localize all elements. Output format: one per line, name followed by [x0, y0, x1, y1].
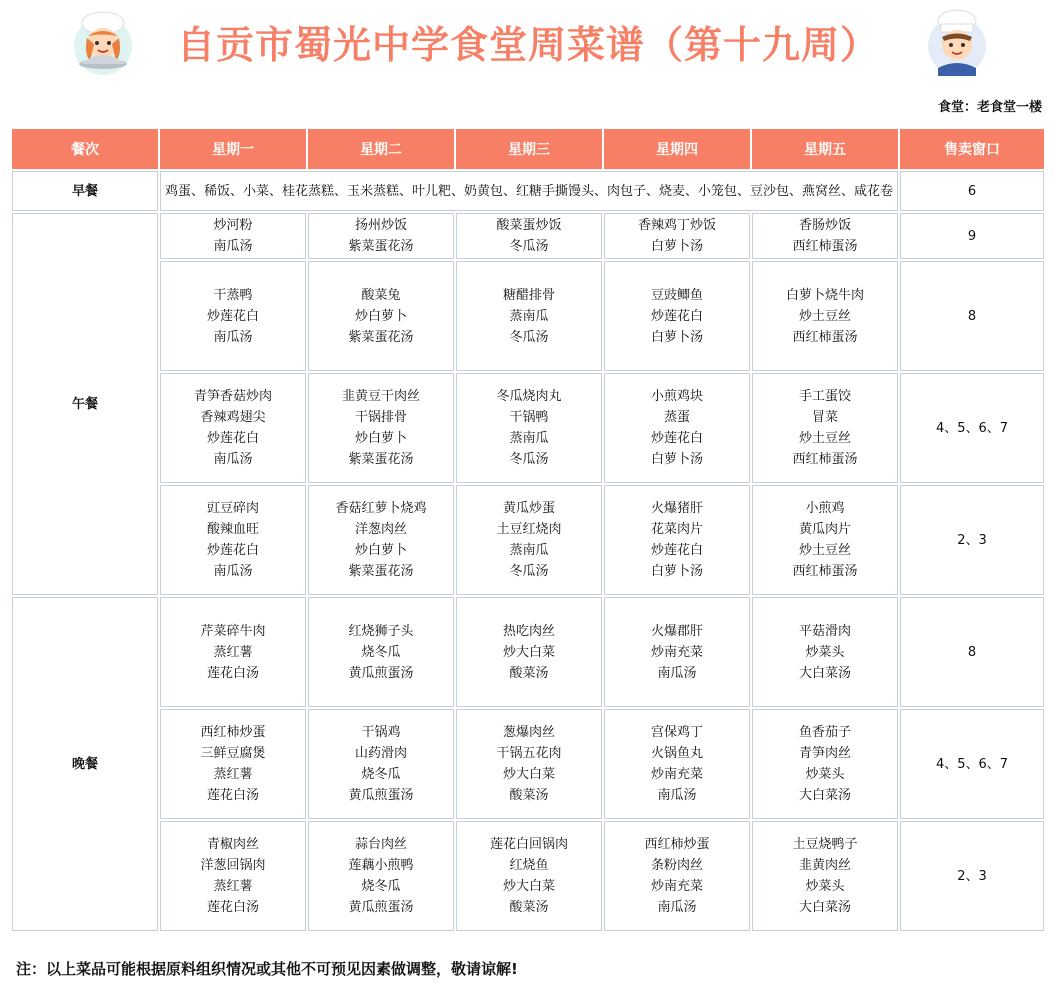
footer-note: 注：以上菜品可能根据原料组织情况或其他不可预见因素做调整，敬请谅解! [16, 960, 518, 978]
dish-item: 火爆猪肝 [650, 501, 703, 516]
dish-cell [308, 213, 454, 259]
dish-item: 大白菜汤 [798, 900, 851, 915]
dish-item: 南瓜汤 [213, 452, 253, 467]
dish-cell [604, 709, 750, 819]
table-row [12, 821, 1044, 931]
dish-cell [456, 261, 602, 371]
dish-item: 三鲜豆腐煲 [200, 746, 266, 761]
dish-item: 紫菜蛋花汤 [348, 329, 414, 345]
dish-item: 芹菜碎牛肉 [200, 623, 266, 639]
dish-item: 西红柿蛋汤 [792, 329, 858, 345]
dish-cell [456, 709, 602, 819]
dish-cell [604, 261, 750, 371]
dish-item: 南瓜汤 [213, 329, 253, 345]
dish-cell [752, 373, 898, 483]
breakfast-items: 鸡蛋、稀饭、小菜、桂花蒸糕、玉米蒸糕、叶儿粑、奶黄包、红糖手撕馒头、肉包子、烧麦、小笼包、豆沙包、燕窝丝、咸花卷 [160, 171, 898, 211]
breakfast-row [12, 171, 1044, 211]
dish-item: 炒土豆丝 [798, 543, 851, 558]
dish-cell [752, 597, 898, 707]
dish-cell [308, 821, 454, 931]
dish-item: 西红柿蛋汤 [792, 239, 858, 254]
table-row [12, 261, 1044, 371]
dish-item: 紫菜蛋花汤 [348, 564, 414, 579]
dish-item: 炒菜头 [805, 767, 845, 782]
dish-item: 黄瓜煎蛋汤 [348, 900, 414, 915]
dish-item: 炒土豆丝 [798, 308, 851, 324]
dish-cell [604, 373, 750, 483]
dish-item: 冬瓜汤 [509, 564, 549, 579]
dish-cell [456, 597, 602, 707]
dish-item: 葱爆肉丝 [502, 725, 555, 740]
dish-item: 干蒸鸭 [213, 287, 253, 303]
dish-item: 干锅排骨 [354, 410, 407, 425]
dish-item: 莲花白汤 [206, 900, 259, 915]
dish-cell [456, 213, 602, 259]
dish-item: 南瓜汤 [657, 788, 697, 803]
table-row [12, 213, 1044, 259]
dish-item: 宫保鸡丁 [650, 725, 703, 740]
dish-item: 大白菜汤 [798, 665, 851, 681]
dish-item: 莲藕小煎鸭 [348, 858, 414, 873]
dish-item: 炒白萝卜 [354, 308, 407, 324]
dish-item: 鱼香茄子 [798, 725, 851, 740]
table-row [12, 709, 1044, 819]
dish-cell [752, 709, 898, 819]
dish-cell [456, 821, 602, 931]
dish-item: 炒大白菜 [502, 879, 555, 894]
dish-item: 蒸南瓜 [509, 543, 549, 558]
dish-cell [456, 485, 602, 595]
dish-item: 莲花白汤 [206, 665, 259, 681]
dish-item: 炒菜头 [805, 644, 845, 660]
dish-item: 酸辣血旺 [206, 522, 259, 537]
dish-item: 莲花白汤 [206, 788, 259, 803]
page-title: 自贡市蜀光中学食堂周菜谱（第十九周） [176, 23, 879, 67]
dish-item: 黄瓜炒蛋 [502, 501, 555, 516]
window-cell: 8 [900, 597, 1044, 707]
window-cell: 8 [900, 261, 1044, 371]
dish-item: 黄瓜煎蛋汤 [348, 665, 414, 681]
dish-cell [752, 261, 898, 371]
dish-cell [308, 485, 454, 595]
window-cell: 4、5、6、7 [900, 373, 1044, 483]
dish-cell [752, 213, 898, 259]
dish-item: 香辣鸡翅尖 [200, 410, 266, 425]
dish-item: 蒸红薯 [213, 644, 253, 660]
dish-item: 蒜台肉丝 [354, 837, 407, 852]
dish-cell [160, 213, 306, 259]
dish-item: 香菇红萝卜烧鸡 [335, 501, 427, 516]
dish-cell [752, 821, 898, 931]
column-header: 星期五 [752, 129, 898, 169]
dish-item: 条粉肉丝 [650, 858, 703, 873]
dish-cell [604, 821, 750, 931]
column-header: 餐次 [12, 129, 158, 169]
dish-cell [308, 597, 454, 707]
dish-cell [308, 373, 454, 483]
table-row [12, 485, 1044, 595]
dish-cell [604, 213, 750, 259]
dish-item: 干锅五花肉 [496, 746, 562, 761]
dish-item: 南瓜汤 [213, 239, 253, 254]
dish-cell [456, 373, 602, 483]
dish-item: 洋葱回锅肉 [200, 858, 266, 873]
dish-cell [160, 261, 306, 371]
window-cell: 2、3 [900, 485, 1044, 595]
dish-item: 西红柿炒蛋 [644, 837, 710, 852]
dish-item: 莲花白回锅肉 [489, 837, 568, 852]
dish-item: 紫菜蛋花汤 [348, 452, 414, 467]
meal-label-breakfast: 早餐 [12, 171, 158, 211]
dish-item: 炒大白菜 [502, 644, 555, 660]
meal-label-lunch: 午餐 [12, 213, 158, 595]
column-header: 星期一 [160, 129, 306, 169]
dish-cell [308, 261, 454, 371]
dish-cell [308, 709, 454, 819]
dish-item: 大白菜汤 [798, 788, 851, 803]
dish-item: 炒土豆丝 [798, 431, 851, 446]
column-header: 星期三 [456, 129, 602, 169]
dish-item: 青笋香菇炒肉 [193, 389, 272, 404]
dish-item: 青笋肉丝 [798, 746, 851, 761]
dish-item: 炒莲花白 [206, 431, 259, 446]
dish-item: 冬瓜汤 [509, 452, 549, 467]
dish-item: 山药滑肉 [354, 746, 407, 761]
dish-item: 火锅鱼丸 [650, 746, 703, 761]
window-cell: 4、5、6、7 [900, 709, 1044, 819]
column-header: 星期四 [604, 129, 750, 169]
dish-item: 炒南充菜 [650, 644, 703, 660]
dish-item: 白萝卜汤 [650, 329, 703, 345]
dish-item: 烧冬瓜 [361, 644, 401, 660]
dish-item: 炒莲花白 [650, 431, 703, 446]
window-cell: 6 [900, 171, 1044, 211]
dish-item: 酸菜兔 [361, 287, 401, 303]
dish-item: 白萝卜汤 [650, 239, 703, 254]
dish-cell [752, 485, 898, 595]
dish-item: 红烧鱼 [509, 858, 549, 873]
dish-cell [604, 485, 750, 595]
dish-item: 西红柿蛋汤 [792, 452, 858, 467]
dish-item: 花菜肉片 [650, 522, 703, 537]
meal-label-dinner: 晚餐 [12, 597, 158, 931]
dish-item: 蒸南瓜 [509, 308, 549, 324]
column-header: 售卖窗口 [900, 129, 1044, 169]
dish-item: 酸菜汤 [509, 900, 549, 915]
dish-item: 小煎鸡 [805, 501, 845, 516]
dish-item: 炒南充菜 [650, 879, 703, 894]
dish-item: 手工蛋饺 [798, 389, 851, 404]
dish-item: 蒸南瓜 [509, 431, 549, 446]
dish-item: 韭黄肉丝 [798, 858, 851, 873]
dish-item: 炒莲花白 [206, 308, 259, 324]
dish-cell [160, 597, 306, 707]
header-row [12, 129, 1044, 169]
menu-table [10, 127, 1046, 933]
dish-item: 韭黄豆干肉丝 [341, 389, 420, 404]
dish-item: 蒸蛋 [663, 410, 690, 425]
dish-item: 豇豆碎肉 [206, 501, 259, 516]
dish-item: 冬瓜烧肉丸 [496, 389, 562, 404]
dish-item: 炒莲花白 [650, 308, 703, 324]
dish-item: 火爆郡肝 [650, 623, 703, 639]
dish-item: 红烧狮子头 [348, 623, 414, 639]
window-cell: 9 [900, 213, 1044, 259]
dish-item: 热吃肉丝 [502, 623, 555, 639]
dish-item: 糖醋排骨 [502, 287, 555, 303]
dish-item: 白萝卜烧牛肉 [785, 287, 864, 303]
dish-item: 蒸红薯 [213, 767, 253, 782]
dish-item: 黄瓜煎蛋汤 [348, 788, 414, 803]
dish-cell [160, 821, 306, 931]
dish-item: 冬瓜汤 [509, 329, 549, 345]
dish-item: 酸菜汤 [509, 788, 549, 803]
dish-item: 酸菜蛋炒饭 [496, 218, 562, 233]
dish-item: 平菇滑肉 [798, 623, 851, 639]
dish-item: 烧冬瓜 [361, 879, 401, 894]
window-cell: 2、3 [900, 821, 1044, 931]
dish-item: 香肠炒饭 [798, 218, 851, 233]
dish-item: 蒸红薯 [213, 879, 253, 894]
dish-item: 冬瓜汤 [509, 239, 549, 254]
dish-item: 豆豉鲫鱼 [650, 287, 703, 303]
canteen-label: 食堂：老食堂一楼 [937, 100, 1042, 115]
dish-item: 白萝卜汤 [650, 452, 703, 467]
dish-item: 南瓜汤 [213, 564, 253, 579]
dish-item: 炒白萝卜 [354, 543, 407, 558]
dish-item: 土豆红烧肉 [496, 522, 562, 537]
dish-item: 炒南充菜 [650, 767, 703, 782]
dish-item: 小煎鸡块 [650, 389, 703, 404]
dish-cell [160, 709, 306, 819]
table-row [12, 373, 1044, 483]
column-header: 星期二 [308, 129, 454, 169]
dish-item: 青椒肉丝 [206, 837, 259, 852]
dish-item: 洋葱肉丝 [354, 522, 407, 537]
dish-item: 炒大白菜 [502, 767, 555, 782]
dish-item: 炒菜头 [805, 879, 845, 894]
dish-item: 干锅鸭 [509, 410, 549, 425]
dish-cell [160, 373, 306, 483]
dish-item: 白萝卜汤 [650, 564, 703, 579]
dish-item: 炒白萝卜 [354, 431, 407, 446]
dish-item: 烧冬瓜 [361, 767, 401, 782]
dish-cell [604, 597, 750, 707]
dish-item: 酸菜汤 [509, 665, 549, 681]
dish-item: 炒河粉 [213, 218, 253, 233]
dish-item: 冒菜 [811, 410, 838, 425]
table-row [12, 597, 1044, 707]
dish-item: 土豆烧鸭子 [792, 837, 858, 852]
dish-item: 西红柿炒蛋 [200, 725, 266, 740]
dish-item: 紫菜蛋花汤 [348, 239, 414, 254]
dish-item: 南瓜汤 [657, 665, 697, 681]
dish-item: 西红柿蛋汤 [792, 564, 858, 579]
dish-item: 扬州炒饭 [354, 218, 407, 233]
dish-item: 南瓜汤 [657, 900, 697, 915]
dish-item: 干锅鸡 [361, 725, 401, 740]
dish-item: 香辣鸡丁炒饭 [637, 218, 716, 233]
dish-item: 黄瓜肉片 [798, 522, 851, 537]
dish-item: 炒莲花白 [650, 543, 703, 558]
dish-cell [160, 485, 306, 595]
dish-item: 炒莲花白 [206, 543, 259, 558]
